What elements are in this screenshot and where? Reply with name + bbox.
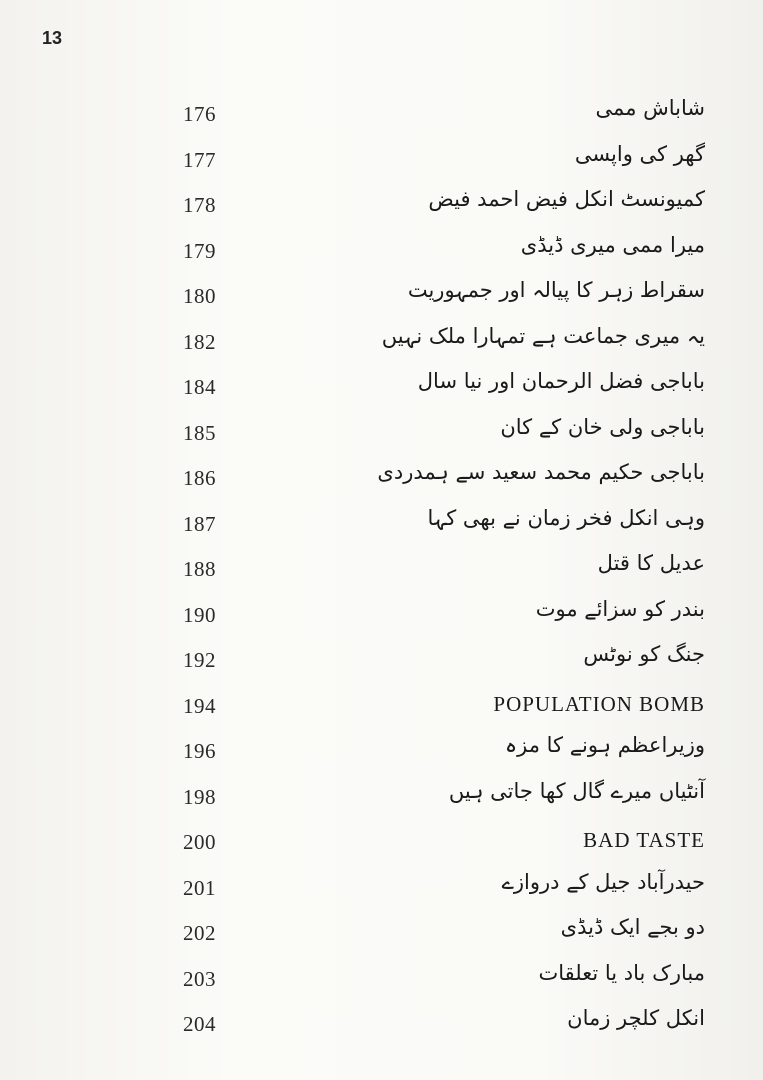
toc-entry-title: عدیل کا قتل: [597, 551, 705, 575]
toc-entry-page: 200: [183, 830, 216, 854]
toc-entry-title: انکل کلچر زمان: [567, 1006, 705, 1030]
toc-entry-title: وہی انکل فخر زمان نے بھی کہا: [427, 505, 705, 530]
toc-entry-page: 204: [183, 1012, 216, 1036]
toc-entry-title: دو بجے ایک ڈیڈی: [560, 915, 705, 939]
toc-entry-page: 184: [183, 375, 216, 399]
toc-entry-page: 186: [183, 466, 216, 490]
toc-entry: [0, 961, 763, 1007]
toc-entry-page: 179: [183, 238, 216, 263]
toc-entry-title: جنگ کو نوٹس: [583, 642, 705, 666]
toc-entry-page: 198: [183, 784, 216, 809]
toc-entry-page: 182: [183, 329, 216, 354]
toc-entry-page: 185: [183, 420, 216, 445]
toc-entry: [0, 779, 763, 825]
toc-entry-title: سقراط زہر کا پیالہ اور جمہوریت: [407, 278, 705, 302]
toc-entry: [0, 187, 763, 233]
toc-entry: [0, 1006, 763, 1052]
toc-entry-page: 202: [183, 921, 216, 945]
toc-entry: [0, 415, 763, 461]
toc-entry: [0, 142, 763, 188]
toc-entry: [0, 96, 763, 142]
table-of-contents: [0, 96, 763, 1052]
toc-entry: [0, 506, 763, 552]
toc-entry-title: شاباش ممی: [595, 96, 705, 120]
toc-entry: [0, 642, 763, 688]
toc-entry-page: 194: [183, 693, 216, 718]
toc-entry-title: وزیراعظم ہونے کا مزہ: [504, 733, 705, 757]
toc-entry: [0, 824, 763, 870]
toc-entry-title: حیدرآباد جیل کے دروازے: [501, 869, 705, 894]
toc-entry: [0, 733, 763, 779]
toc-entry-title: بندر کو سزائے موت: [535, 596, 705, 621]
toc-entry-title: POPULATION BOMB: [493, 691, 705, 716]
toc-entry: [0, 870, 763, 916]
toc-entry: [0, 324, 763, 370]
page-number: 13: [42, 28, 63, 48]
toc-entry-title: باباجی ولی خان کے کان: [500, 414, 705, 439]
toc-entry-page: 177: [183, 147, 216, 172]
toc-entry-page: 187: [183, 511, 216, 536]
toc-entry: [0, 369, 763, 415]
toc-entry-title: گھر کی واپسی: [574, 141, 705, 166]
toc-entry-title: BAD TASTE: [583, 828, 705, 852]
toc-entry-title: کمیونسٹ انکل فیض احمد فیض: [428, 187, 705, 211]
toc-entry-title: مبارک باد یا تعلقات: [538, 960, 705, 985]
toc-entry-title: باباجی فضل الرحمان اور نیا سال: [417, 369, 705, 393]
toc-entry-page: 176: [183, 102, 216, 126]
toc-entry: [0, 688, 763, 734]
toc-entry-page: 180: [183, 284, 216, 308]
toc-entry: [0, 278, 763, 324]
toc-entry-page: 190: [183, 602, 216, 627]
toc-entry: [0, 915, 763, 961]
toc-entry-title: میرا ممی میری ڈیڈی: [520, 232, 705, 257]
toc-entry-title: باباجی حکیم محمد سعید سے ہمدردی: [377, 460, 705, 484]
toc-entry: [0, 460, 763, 506]
toc-entry-page: 178: [183, 193, 216, 217]
toc-entry: [0, 551, 763, 597]
toc-entry: [0, 233, 763, 279]
toc-entry-title: یہ میری جماعت ہے تمہارا ملک نہیں: [381, 323, 705, 348]
toc-entry-page: 203: [183, 966, 216, 991]
toc-entry-page: 192: [183, 648, 216, 672]
toc-entry-page: 201: [183, 875, 216, 900]
toc-entry-page: 188: [183, 557, 216, 581]
toc-entry: [0, 597, 763, 643]
toc-entry-title: آنٹیاں میرے گال کھا جاتی ہیں: [448, 778, 705, 803]
toc-entry-page: 196: [183, 739, 216, 763]
